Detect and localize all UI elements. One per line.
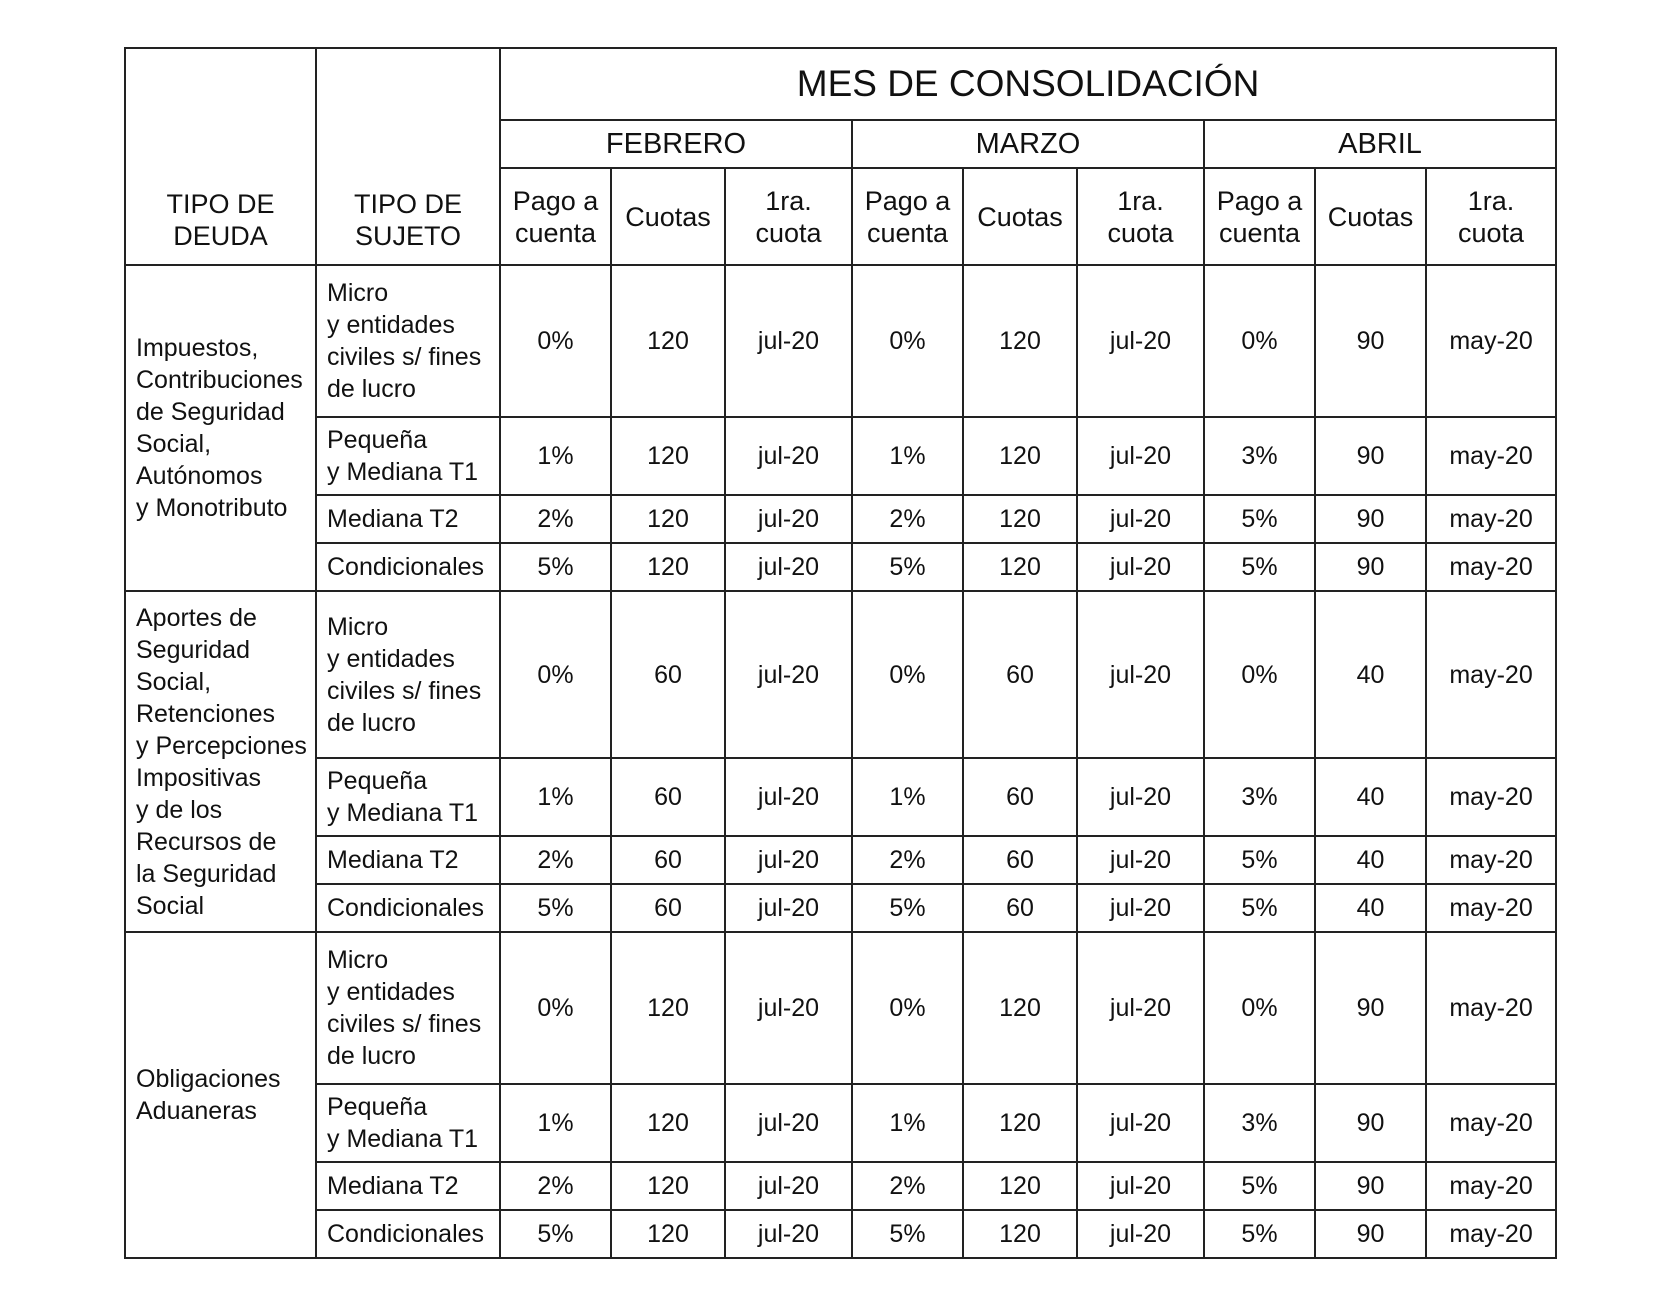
header-pago-a-cuenta: Pago a cuenta [1204, 168, 1315, 265]
value-cell: may-20 [1426, 1210, 1556, 1258]
header-tipo-deuda: TIPO DE DEUDA [125, 48, 316, 265]
table-row [125, 591, 1556, 758]
value-cell: may-20 [1426, 836, 1556, 884]
table-row [125, 1162, 1556, 1210]
value-cell: jul-20 [725, 543, 852, 591]
value-cell: 5% [1204, 884, 1315, 932]
value-cell: 5% [1204, 1162, 1315, 1210]
value-cell: 120 [611, 1084, 725, 1162]
value-cell: 1% [500, 417, 611, 495]
value-cell: 2% [500, 836, 611, 884]
value-cell: may-20 [1426, 758, 1556, 836]
tipo-deuda-cell: Impuestos, Contribuciones de Seguridad Social, Autónomos y Monotributo [125, 265, 316, 591]
value-cell: 5% [1204, 543, 1315, 591]
value-cell: 40 [1315, 884, 1426, 932]
table-row [125, 932, 1556, 1084]
value-cell: 5% [852, 1210, 963, 1258]
value-cell: 120 [963, 1084, 1077, 1162]
value-cell: 5% [500, 884, 611, 932]
header-tipo-sujeto: TIPO DE SUJETO [316, 48, 500, 265]
value-cell: 1% [852, 758, 963, 836]
value-cell: 60 [963, 758, 1077, 836]
value-cell: 5% [500, 543, 611, 591]
tipo-sujeto-cell: Micro y entidades civiles s/ fines de lucro [316, 932, 500, 1084]
value-cell: 2% [852, 1162, 963, 1210]
table-row [125, 1084, 1556, 1162]
value-cell: jul-20 [725, 265, 852, 417]
tipo-sujeto-cell: Pequeña y Mediana T1 [316, 1084, 500, 1162]
value-cell: 90 [1315, 1162, 1426, 1210]
tipo-deuda-cell: Aportes de Seguridad Social, Retenciones y Percepciones Impositivas y de los Recursos de la Seguridad Social [125, 591, 316, 932]
table-row [125, 495, 1556, 543]
value-cell: jul-20 [725, 836, 852, 884]
tipo-deuda-cell: Obligaciones Aduaneras [125, 932, 316, 1258]
value-cell: 0% [500, 932, 611, 1084]
value-cell: 120 [611, 543, 725, 591]
value-cell: 60 [963, 591, 1077, 758]
table-row [125, 758, 1556, 836]
tipo-sujeto-cell: Condicionales [316, 884, 500, 932]
value-cell: jul-20 [1077, 265, 1204, 417]
value-cell: 40 [1315, 758, 1426, 836]
value-cell: jul-20 [1077, 1084, 1204, 1162]
value-cell: jul-20 [1077, 836, 1204, 884]
header-primera-cuota: 1ra. cuota [1077, 168, 1204, 265]
value-cell: 3% [1204, 758, 1315, 836]
value-cell: jul-20 [725, 1210, 852, 1258]
value-cell: 90 [1315, 1084, 1426, 1162]
value-cell: jul-20 [1077, 884, 1204, 932]
tipo-sujeto-cell: Micro y entidades civiles s/ fines de lucro [316, 265, 500, 417]
value-cell: 3% [1204, 1084, 1315, 1162]
value-cell: jul-20 [1077, 417, 1204, 495]
table-row [125, 417, 1556, 495]
table-row [125, 265, 1556, 417]
value-cell: jul-20 [725, 417, 852, 495]
value-cell: jul-20 [1077, 543, 1204, 591]
value-cell: 1% [500, 758, 611, 836]
value-cell: 5% [852, 543, 963, 591]
value-cell: jul-20 [725, 1084, 852, 1162]
value-cell: 120 [963, 932, 1077, 1084]
value-cell: 120 [963, 1210, 1077, 1258]
value-cell: 1% [852, 417, 963, 495]
table-row [125, 836, 1556, 884]
value-cell: jul-20 [725, 932, 852, 1084]
value-cell: jul-20 [725, 495, 852, 543]
value-cell: may-20 [1426, 543, 1556, 591]
value-cell: 90 [1315, 543, 1426, 591]
value-cell: may-20 [1426, 1162, 1556, 1210]
value-cell: 0% [1204, 932, 1315, 1084]
value-cell: jul-20 [1077, 932, 1204, 1084]
value-cell: 0% [852, 591, 963, 758]
tipo-sujeto-cell: Mediana T2 [316, 495, 500, 543]
value-cell: jul-20 [1077, 1210, 1204, 1258]
tipo-sujeto-cell: Pequeña y Mediana T1 [316, 758, 500, 836]
header-month-marzo: MARZO [852, 120, 1204, 168]
value-cell: 120 [611, 1162, 725, 1210]
value-cell: may-20 [1426, 932, 1556, 1084]
value-cell: 0% [500, 265, 611, 417]
header-cuotas: Cuotas [611, 168, 725, 265]
value-cell: may-20 [1426, 591, 1556, 758]
header-month-abril: ABRIL [1204, 120, 1556, 168]
value-cell: 90 [1315, 417, 1426, 495]
value-cell: 0% [1204, 265, 1315, 417]
value-cell: 0% [852, 265, 963, 417]
value-cell: 2% [852, 495, 963, 543]
value-cell: 2% [500, 495, 611, 543]
table-row [125, 1210, 1556, 1258]
value-cell: 120 [611, 265, 725, 417]
value-cell: 2% [852, 836, 963, 884]
value-cell: 120 [963, 417, 1077, 495]
header-cuotas: Cuotas [1315, 168, 1426, 265]
value-cell: 90 [1315, 265, 1426, 417]
value-cell: may-20 [1426, 884, 1556, 932]
tipo-sujeto-cell: Condicionales [316, 543, 500, 591]
value-cell: may-20 [1426, 417, 1556, 495]
value-cell: 120 [611, 417, 725, 495]
value-cell: 5% [1204, 836, 1315, 884]
tipo-sujeto-cell: Condicionales [316, 1210, 500, 1258]
value-cell: 3% [1204, 417, 1315, 495]
header-mes-consolidacion: MES DE CONSOLIDACIÓN [500, 48, 1556, 120]
value-cell: 0% [500, 591, 611, 758]
value-cell: 120 [963, 265, 1077, 417]
value-cell: 1% [852, 1084, 963, 1162]
value-cell: 60 [963, 836, 1077, 884]
value-cell: may-20 [1426, 1084, 1556, 1162]
value-cell: 5% [1204, 1210, 1315, 1258]
value-cell: 5% [852, 884, 963, 932]
value-cell: 2% [500, 1162, 611, 1210]
header-primera-cuota: 1ra. cuota [725, 168, 852, 265]
value-cell: 5% [500, 1210, 611, 1258]
value-cell: 120 [963, 495, 1077, 543]
value-cell: 0% [1204, 591, 1315, 758]
value-cell: 120 [611, 932, 725, 1084]
value-cell: 90 [1315, 1210, 1426, 1258]
table-row [125, 543, 1556, 591]
value-cell: jul-20 [725, 758, 852, 836]
tipo-sujeto-cell: Mediana T2 [316, 1162, 500, 1210]
header-pago-a-cuenta: Pago a cuenta [500, 168, 611, 265]
value-cell: jul-20 [1077, 758, 1204, 836]
value-cell: jul-20 [1077, 591, 1204, 758]
table-row [125, 884, 1556, 932]
tipo-sujeto-cell: Mediana T2 [316, 836, 500, 884]
value-cell: 1% [500, 1084, 611, 1162]
value-cell: 60 [611, 591, 725, 758]
value-cell: jul-20 [725, 884, 852, 932]
value-cell: 90 [1315, 932, 1426, 1084]
value-cell: 120 [611, 495, 725, 543]
value-cell: 120 [611, 1210, 725, 1258]
header-primera-cuota: 1ra. cuota [1426, 168, 1556, 265]
tipo-sujeto-cell: Micro y entidades civiles s/ fines de lucro [316, 591, 500, 758]
value-cell: 5% [1204, 495, 1315, 543]
value-cell: 90 [1315, 495, 1426, 543]
value-cell: may-20 [1426, 495, 1556, 543]
value-cell: 60 [611, 836, 725, 884]
header-cuotas: Cuotas [963, 168, 1077, 265]
header-pago-a-cuenta: Pago a cuenta [852, 168, 963, 265]
value-cell: jul-20 [1077, 1162, 1204, 1210]
header-month-febrero: FEBRERO [500, 120, 852, 168]
value-cell: 60 [611, 758, 725, 836]
value-cell: 120 [963, 543, 1077, 591]
value-cell: 40 [1315, 836, 1426, 884]
value-cell: 60 [963, 884, 1077, 932]
tipo-sujeto-cell: Pequeña y Mediana T1 [316, 417, 500, 495]
value-cell: 120 [963, 1162, 1077, 1210]
value-cell: 60 [611, 884, 725, 932]
value-cell: 40 [1315, 591, 1426, 758]
value-cell: jul-20 [725, 1162, 852, 1210]
value-cell: 0% [852, 932, 963, 1084]
value-cell: jul-20 [725, 591, 852, 758]
value-cell: jul-20 [1077, 495, 1204, 543]
value-cell: may-20 [1426, 265, 1556, 417]
consolidation-table [124, 47, 1557, 1259]
